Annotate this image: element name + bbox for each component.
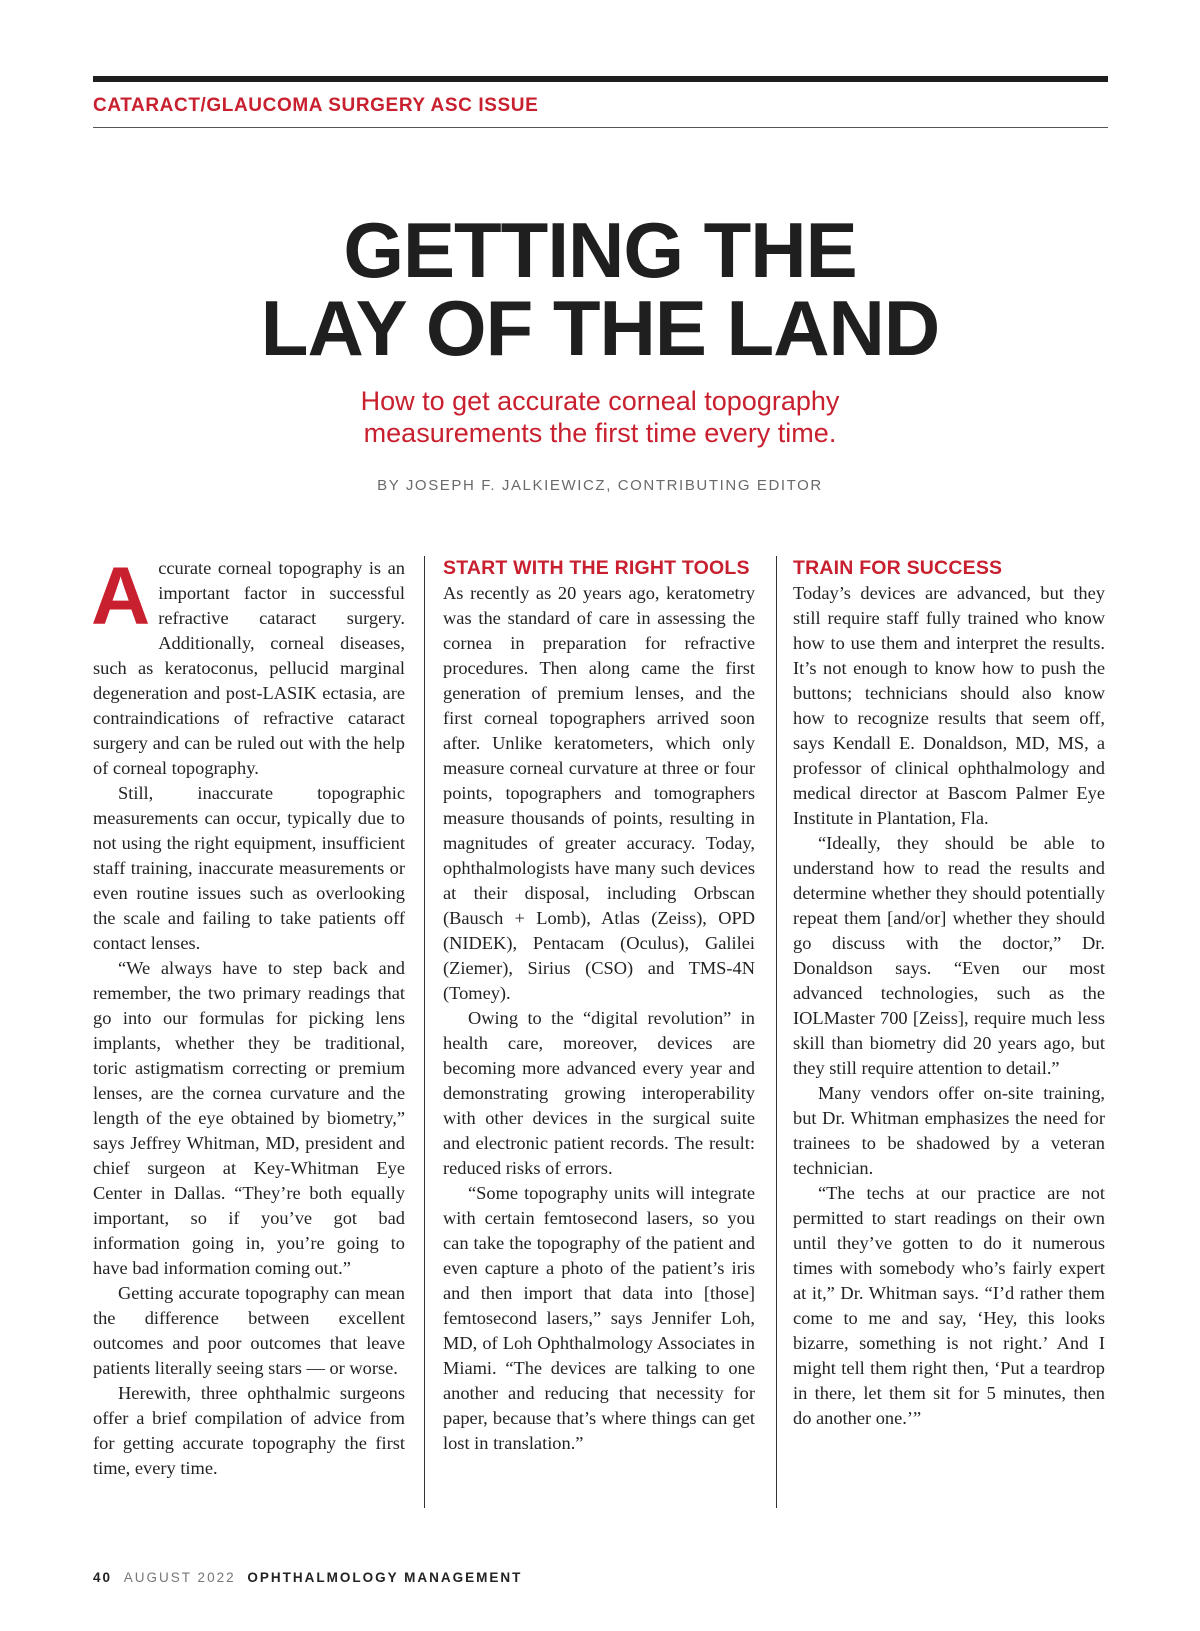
column-3	[793, 556, 1105, 1431]
page-number: 40	[93, 1570, 113, 1585]
top-rule	[93, 76, 1108, 82]
paragraph: “The techs at our practice are not permitted to start readings on their own until they’ve gotten to do it numerous times with somebody who’s fairly expert at it,” Dr. Whitman says. “I’d rather them come to me and say, ‘Hey, this looks bizarre, something is not right.’ And I might tell them right then, ‘Put a teardrop in there, let them sit for 5 minutes, then do another one.’”	[793, 1183, 1105, 1428]
kicker-rule	[93, 127, 1108, 128]
headline-line-2: LAY OF THE LAND	[260, 284, 940, 372]
paragraph: Still, inaccurate topographic measurements can occur, typically due to not using the right equipment, insufficient staff training, inaccurate measurements or even routine issues such as overlooking the scale and failing to take patients off contact lenses.	[93, 783, 405, 953]
paragraph	[91, 551, 405, 781]
paragraph: “Ideally, they should be able to understand how to read the results and determine whether they should potentially repeat them [and/or] whether they should go discuss with the doctor,” Dr. Donaldson says. “Even our most advanced technologies, such as the IOLMaster 700 [Zeiss], require much less skill than biometry did 20 years ago, but they still require attention to detail.”	[793, 833, 1105, 1078]
subhead: TRAIN FOR SUCCESS	[793, 557, 1003, 579]
section-kicker: CATARACT/GLAUCOMA SURGERY ASC ISSUE	[93, 95, 539, 116]
subhead: START WITH THE RIGHT TOOLS	[443, 557, 750, 579]
column-2	[443, 556, 755, 1456]
byline: BY JOSEPH F. JALKIEWICZ, CONTRIBUTING EDITOR	[377, 477, 823, 494]
drop-cap: A	[91, 551, 151, 642]
paragraph: “Some topography units will integrate with certain femtosecond lasers, so you can take the topography of the patient and even capture a photo of the patient’s iris and then import that data into [those] femtosecond lasers,” says Jennifer Loh, MD, of Loh Ophthalmology Associates in Miami. “The devices are talking to one another and reducing that necessity for paper, because that’s where things can get lost in translation.”	[443, 1183, 755, 1453]
paragraph: “We always have to step back and remember, the two primary readings that go into our formulas for picking lens implants, whether they be traditional, toric astigmatism correcting or premium lenses, are the cornea curvature and the length of the eye obtained by biometry,” says Jeffrey Whitman, MD, president and chief surgeon at Key-Whitman Eye Center in Dallas. “They’re both equally important, so if you’ve got bad information going in, you’re going to have bad information coming out.”	[93, 958, 405, 1278]
paragraph: Owing to the “digital revolution” in health care, moreover, devices are becoming more advanced every year and demonstrating growing interoperability with other devices in the surgical suite and electronic patient records. The result: reduced risks of errors.	[443, 1008, 755, 1178]
deck-line-1: How to get accurate corneal topography	[360, 386, 840, 416]
issue-date: AUGUST 2022	[123, 1570, 236, 1585]
paragraph: Herewith, three ophthalmic surgeons offer a brief compilation of advice from for getting accurate topography the first time, every time.	[93, 1383, 405, 1478]
paragraph: Many vendors offer on-site training, but Dr. Whitman emphasizes the need for trainees to be shadowed by a veteran technician.	[793, 1083, 1105, 1178]
magazine-name: OPHTHALMOLOGY MANAGEMENT	[247, 1570, 523, 1585]
paragraph-text: ccurate corneal topography is an important factor in successful refractive cataract surgery. Additionally, corneal diseases, such as keratoconus, pellucid marginal degeneration and post-LASIK ectasia, are contraindications of refractive cataract surgery and can be ruled out with the help of corneal topography.	[93, 558, 405, 778]
deck-line-2: measurements the first time every time.	[363, 418, 837, 448]
paragraph: As recently as 20 years ago, keratometry was the standard of care in assessing the cornea in preparation for refractive procedures. Then along came the first generation of premium lenses, and the first corneal topographers arrived soon after. Unlike keratometers, which only measure corneal curvature at three or four points, topographers and tomographers measure thousands of points, resulting in magnitudes of greater accuracy. Today, ophthalmologists have many such devices at their disposal, including Orbscan (Bausch + Lomb), Atlas (Zeiss), OPD (NIDEK), Pentacam (Oculus), Galilei (Ziemer), Sirius (CSO) and TMS-4N (Tomey).	[443, 583, 755, 1003]
column-divider	[424, 556, 425, 1508]
paragraph: Today’s devices are advanced, but they still require staff fully trained who know how to use them and interpret the results. It’s not enough to know how to push the buttons; technicians should also know how to recognize results that seem off, says Kendall E. Donaldson, MD, MS, a professor of clinical ophthalmology and medical director at Bascom Palmer Eye Institute in Plantation, Fla.	[793, 583, 1105, 828]
headline-line-1: GETTING THE	[343, 206, 857, 294]
column-1	[91, 551, 405, 1481]
column-divider	[776, 556, 777, 1508]
paragraph: Getting accurate topography can mean the difference between excellent outcomes and poor outcomes that leave patients literally seeing stars — or worse.	[93, 1283, 405, 1378]
page-footer	[93, 1570, 522, 1585]
